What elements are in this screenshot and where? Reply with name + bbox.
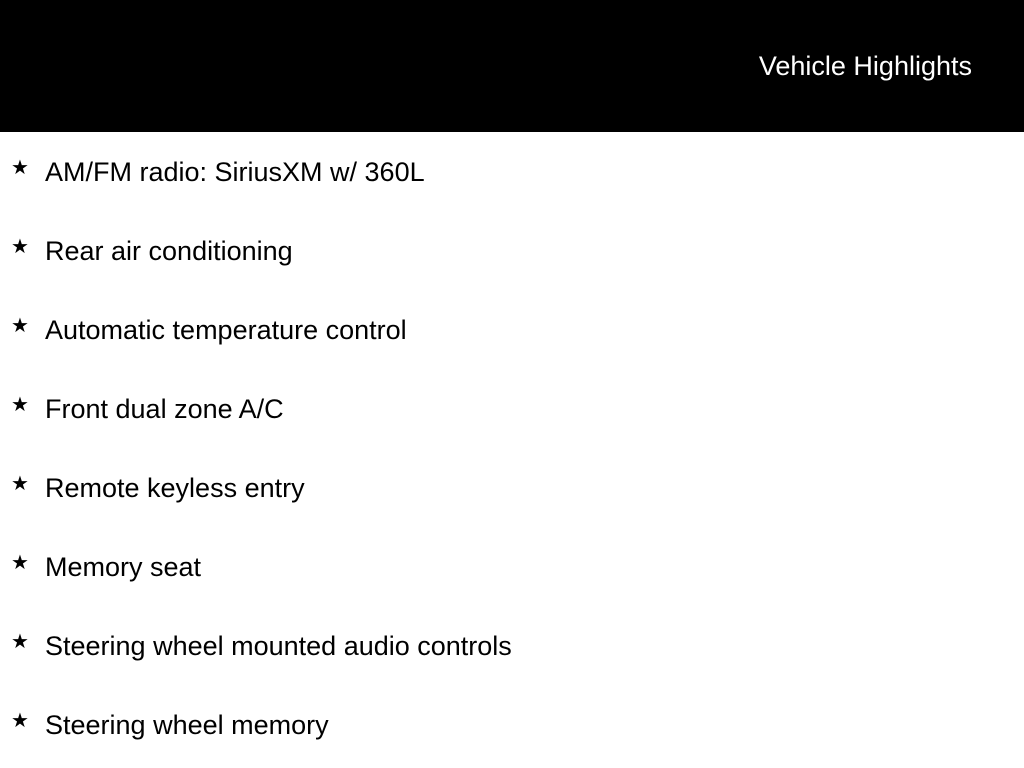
list-item <box>0 369 1024 448</box>
star-icon: ★ <box>11 710 29 732</box>
list-item <box>0 606 1024 685</box>
list-item <box>0 685 1024 764</box>
star-icon: ★ <box>11 552 29 574</box>
list-item <box>0 211 1024 290</box>
list-item <box>0 132 1024 211</box>
list-item <box>0 448 1024 527</box>
highlight-label: Remote keyless entry <box>45 473 305 503</box>
highlight-label: Memory seat <box>45 552 202 582</box>
highlight-label: Steering wheel mounted audio controls <box>45 631 512 661</box>
highlight-label: AM/FM radio: SiriusXM w/ 360L <box>45 157 425 187</box>
star-icon: ★ <box>11 315 29 337</box>
highlight-label: Front dual zone A/C <box>45 394 284 424</box>
star-icon: ★ <box>11 473 29 495</box>
highlight-label: Steering wheel memory <box>45 710 329 740</box>
star-icon: ★ <box>11 631 29 653</box>
list-item <box>0 290 1024 369</box>
star-icon: ★ <box>11 157 29 179</box>
list-item <box>0 527 1024 606</box>
header-bar <box>0 0 1024 132</box>
star-icon: ★ <box>11 394 29 416</box>
highlight-label: Automatic temperature control <box>45 315 407 345</box>
highlight-label: Rear air conditioning <box>45 236 293 266</box>
star-icon: ★ <box>11 236 29 258</box>
page-title: Vehicle Highlights <box>758 51 972 81</box>
highlights-list <box>0 132 1024 764</box>
